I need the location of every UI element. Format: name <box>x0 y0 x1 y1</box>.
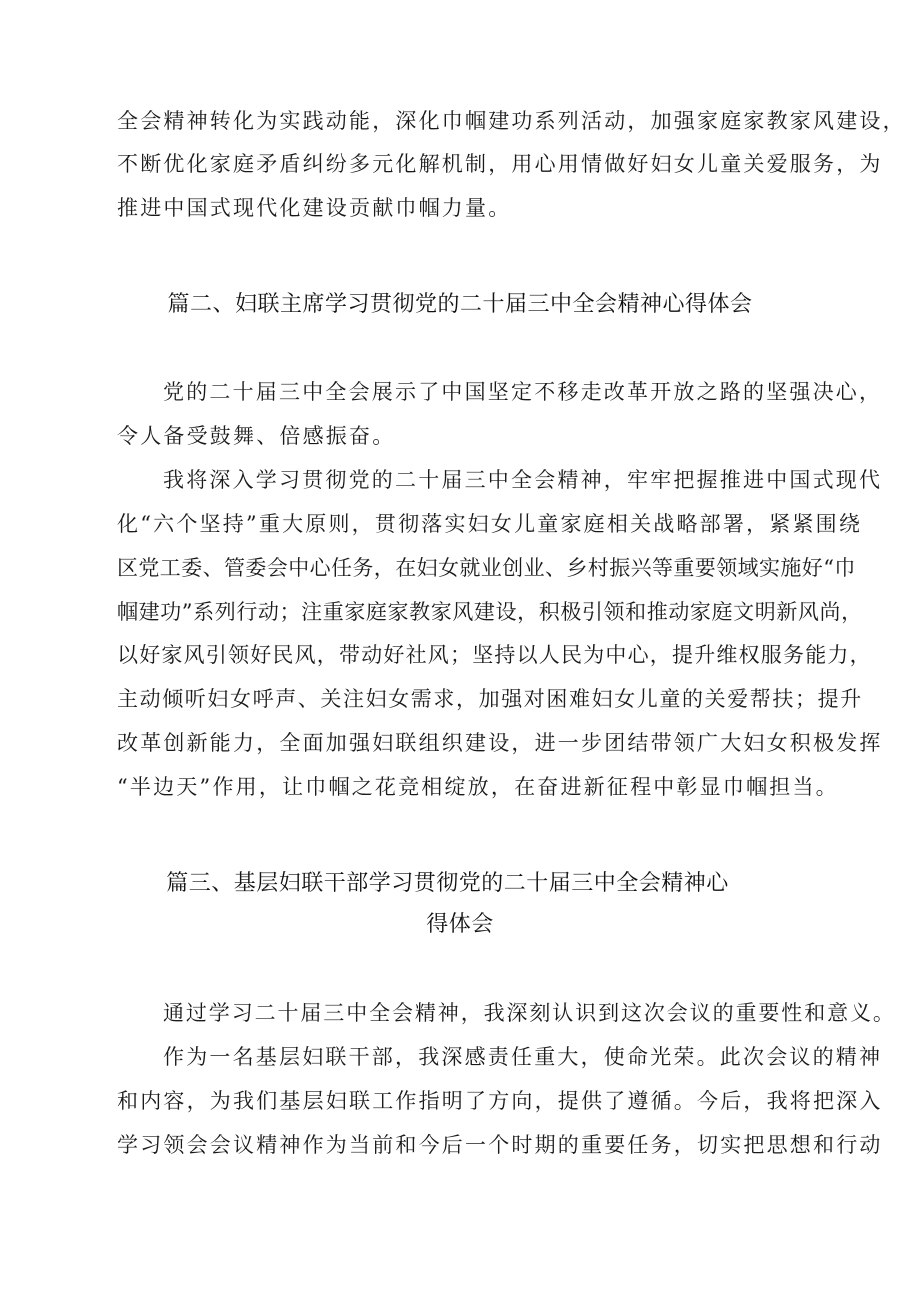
paragraph-line: 帼建功”系列行动；注重家庭家教家风建设，积极引领和推动家庭文明新风尚， <box>117 600 863 624</box>
section-heading: 篇三、基层妇联干部学习贯彻党的二十届三中全会精神心 <box>166 871 729 896</box>
paragraph-line: 和内容，为我们基层妇联工作指明了方向，提供了遵循。今后，我将把深入 <box>117 1089 883 1113</box>
paragraph-line: 通过学习二十届三中全会精神，我深刻认识到这次会议的重要性和意义。 <box>163 1001 896 1025</box>
paragraph-line: 化“六个坚持”重大原则，贯彻落实妇女儿童家庭相关战略部署，紧紧围绕 <box>117 512 863 536</box>
section-heading: 篇二、妇联主席学习贯彻党的二十届三中全会精神心得体会 <box>167 292 753 317</box>
paragraph-line: 作为一名基层妇联干部，我深感责任重大，使命光荣。此次会议的精神 <box>163 1045 883 1069</box>
paragraph-line: 以好家风引领好民风，带动好社风；坚持以人民为中心，提升维权服务能力， <box>117 643 872 667</box>
paragraph-line: 不断优化家庭矛盾纠纷多元化解机制，用心用情做好妇女儿童关爱服务，为 <box>117 152 883 176</box>
paragraph-line: 令人备受鼓舞、倍感振奋。 <box>117 424 396 448</box>
paragraph-line: 学习领会会议精神作为当前和今后一个时期的重要任务，切实把思想和行动 <box>117 1133 883 1157</box>
section-heading-continued: 得体会 <box>426 912 494 937</box>
paragraph-line: 我将深入学习贯彻党的二十届三中全会精神，牢牢把握推进中国式现代 <box>163 468 883 492</box>
paragraph-line: 区党工委、管委会中心任务，在妇女就业创业、乡村振兴等重要领域实施好“巾 <box>117 556 856 580</box>
paragraph-line: 改革创新能力，全面加强妇联组织建设，进一步团结带领广大妇女积极发挥 <box>117 731 883 755</box>
paragraph-line: 主动倾听妇女呼声、关注妇女需求，加强对困难妇女儿童的关爱帮扶；提升 <box>117 687 863 711</box>
paragraph-line: 党的二十届三中全会展示了中国坚定不移走改革开放之路的坚强决心， <box>163 380 883 404</box>
paragraph-line: 推进中国式现代化建设贡献巾帼力量。 <box>117 196 512 220</box>
paragraph-line: “半边天”作用，让巾帼之花竞相绽放，在奋进新征程中彰显巾帼担当。 <box>117 775 839 799</box>
paragraph-line: 全会精神转化为实践动能，深化巾帼建功系列活动，加强家庭家教家风建设， <box>117 109 906 133</box>
